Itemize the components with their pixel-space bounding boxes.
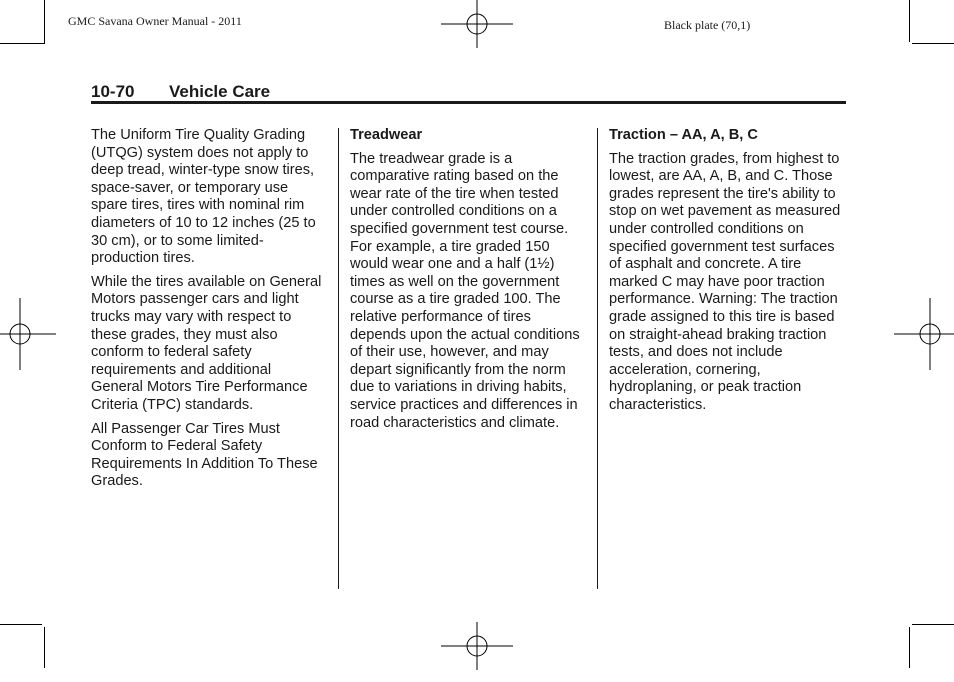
registration-mark-top-icon xyxy=(441,0,513,60)
col1-paragraph-2: While the tires available on General Motors passenger cars and light trucks may vary with respect to these grades, they must also conform to federal safety requirements and additional General Motors Tire Performance Criteria (TPC) standards. xyxy=(91,273,322,413)
crop-mark-tl-v xyxy=(44,0,45,44)
plate-label-manual: GMC Savana Owner Manual - 2011 xyxy=(68,14,242,28)
crop-mark-tr-h xyxy=(912,43,954,44)
page-header xyxy=(91,82,846,102)
col3-heading: Traction – AA, A, B, C xyxy=(609,127,758,143)
column-1 xyxy=(91,127,327,497)
col2-heading: Treadwear xyxy=(350,127,423,143)
crop-mark-bl-h xyxy=(0,624,42,625)
col3-paragraph-1: The traction grades, from highest to lowest, are AA, A, B, and C. Those grades represent the tire's ability to stop on wet pavement as measured under controlled conditions on specified government test surfaces of asphalt and concrete. A tire marked C may have poor traction performance. Warning: The traction grade assigned to this tire is based on straight-ahead braking traction tests, and does not include acceleration, cornering, hydroplaning, or peak traction characteristics. xyxy=(609,150,841,413)
registration-mark-right-icon xyxy=(894,298,954,370)
column-divider-1 xyxy=(338,128,339,589)
col1-paragraph-1: The Uniform Tire Quality Grading (UTQG) system does not apply to deep tread, winter-type snow tires, space-saver, or temporary use spare tires, tires with nominal rim diameters of 10 to 12 inches (25 to 30 cm), or to some limited-production tires. xyxy=(91,127,316,267)
column-divider-2 xyxy=(597,128,598,589)
crop-mark-br-v xyxy=(909,627,910,668)
col1-paragraph-3: All Passenger Car Tires Must Conform to Federal Safety Requirements In Addition To These Grades. xyxy=(91,420,318,490)
registration-mark-bottom-icon xyxy=(441,610,513,682)
crop-mark-tl-h xyxy=(0,43,44,44)
column-3 xyxy=(609,127,845,421)
page-number: 10-70 xyxy=(91,82,135,101)
column-2 xyxy=(350,127,586,438)
plate-label-black-plate: Black plate (70,1) xyxy=(664,18,751,32)
registration-mark-left-icon xyxy=(0,298,56,370)
crop-mark-br-h xyxy=(912,624,954,625)
col2-paragraph-1: The treadwear grade is a comparative rating based on the wear rate of the tire when tested under controlled conditions on a specified government test course. For example, a tire graded 150 would wear one and a half (1½) times as well on the government course as a tire graded 100. The relative performance of tires depends upon the actual conditions of their use, however, and may depart significantly from the norm due to variations in driving habits, service practices and differences in road characteristics and climate. xyxy=(350,150,580,431)
crop-mark-bl-v xyxy=(44,627,45,668)
section-title: Vehicle Care xyxy=(169,82,271,101)
crop-mark-tr-v xyxy=(909,0,910,42)
header-rule xyxy=(91,101,846,104)
